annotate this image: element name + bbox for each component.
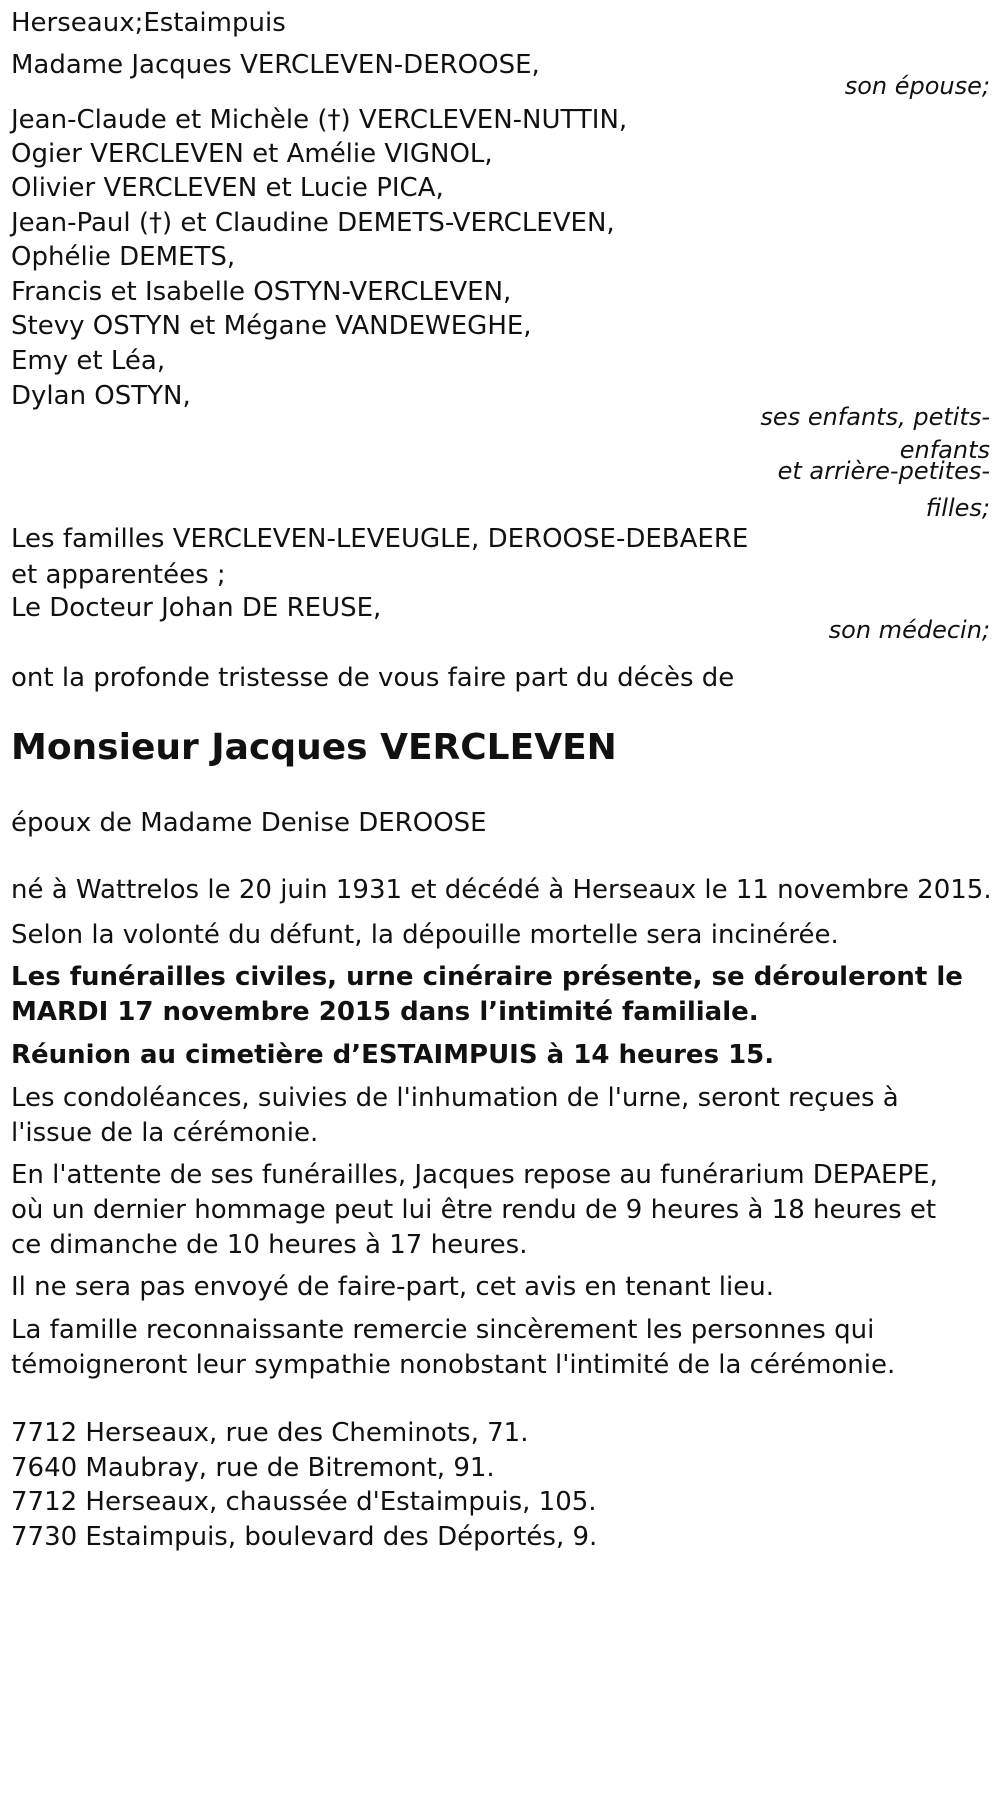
doctor-role: son médecin; (828, 616, 990, 644)
cremation-note: Selon la volonté du défunt, la dépouille mortelle sera incinérée. (11, 920, 839, 950)
rest-info: où un dernier hommage peut lui être rendu de 9 heures à 18 heures et (11, 1195, 937, 1225)
rest-info: ce dimanche de 10 heures à 17 heures. (11, 1230, 528, 1260)
family-member: Stevy OSTYN et Mégane VANDEWEGHE, (11, 311, 532, 341)
condolences: l'issue de la cérémonie. (11, 1118, 319, 1148)
family-member: Ogier VERCLEVEN et Amélie VIGNOL, (11, 139, 493, 169)
rest-info: En l'attente de ses funérailles, Jacques repose au funérarium DEPAEPE, (11, 1160, 938, 1190)
family-member: Olivier VERCLEVEN et Lucie PICA, (11, 173, 444, 203)
children-role: enfants (899, 436, 990, 464)
family-member: Emy et Léa, (11, 346, 166, 376)
address: 7712 Herseaux, rue des Cheminots, 71. (11, 1418, 529, 1448)
funeral-info: Les funérailles civiles, urne cinéraire présente, se dérouleront le (11, 962, 963, 992)
thanks: La famille reconnaissante remercie sincèrement les personnes qui (11, 1315, 875, 1345)
header-location: Herseaux;Estaimpuis (11, 8, 286, 38)
deceased-spouse: époux de Madame Denise DEROOSE (11, 808, 487, 838)
spouse-name: Madame Jacques VERCLEVEN-DEROOSE, (11, 50, 540, 80)
address: 7640 Maubray, rue de Bitremont, 91. (11, 1453, 495, 1483)
no-cards-note: Il ne sera pas envoyé de faire-part, cet avis en tenant lieu. (11, 1272, 774, 1302)
families-line: et apparentées ; (11, 560, 226, 590)
children-role: et arrière-petites- (777, 457, 990, 485)
address: 7712 Herseaux, chaussée d'Estaimpuis, 105. (11, 1487, 597, 1517)
family-member: Dylan OSTYN, (11, 381, 191, 411)
meeting-info: Réunion au cimetière d’ESTAIMPUIS à 14 heures 15. (11, 1040, 775, 1070)
deceased-name: Monsieur Jacques VERCLEVEN (11, 727, 617, 768)
family-member: Jean-Claude et Michèle (†) VERCLEVEN-NUTTIN, (11, 105, 628, 135)
address: 7730 Estaimpuis, boulevard des Déportés, 9. (11, 1522, 598, 1552)
spouse-role: son épouse; (844, 72, 990, 100)
family-member: Francis et Isabelle OSTYN-VERCLEVEN, (11, 277, 512, 307)
children-role: ses enfants, petits- (760, 403, 990, 431)
birth-death: né à Wattrelos le 20 juin 1931 et décédé à Herseaux le 11 novembre 2015. (11, 875, 992, 905)
doctor-name: Le Docteur Johan DE REUSE, (11, 593, 382, 623)
family-member: Ophélie DEMETS, (11, 242, 236, 272)
family-member: Jean-Paul (†) et Claudine DEMETS-VERCLEVEN, (11, 208, 615, 238)
condolences: Les condoléances, suivies de l'inhumation de l'urne, seront reçues à (11, 1083, 899, 1113)
children-role: filles; (925, 494, 990, 522)
funeral-info: MARDI 17 novembre 2015 dans l’intimité familiale. (11, 997, 759, 1027)
announcement: ont la profonde tristesse de vous faire part du décès de (11, 663, 735, 693)
thanks: témoigneront leur sympathie nonobstant l'intimité de la cérémonie. (11, 1350, 896, 1380)
families-line: Les familles VERCLEVEN-LEVEUGLE, DEROOSE-DEBAERE (11, 524, 749, 554)
